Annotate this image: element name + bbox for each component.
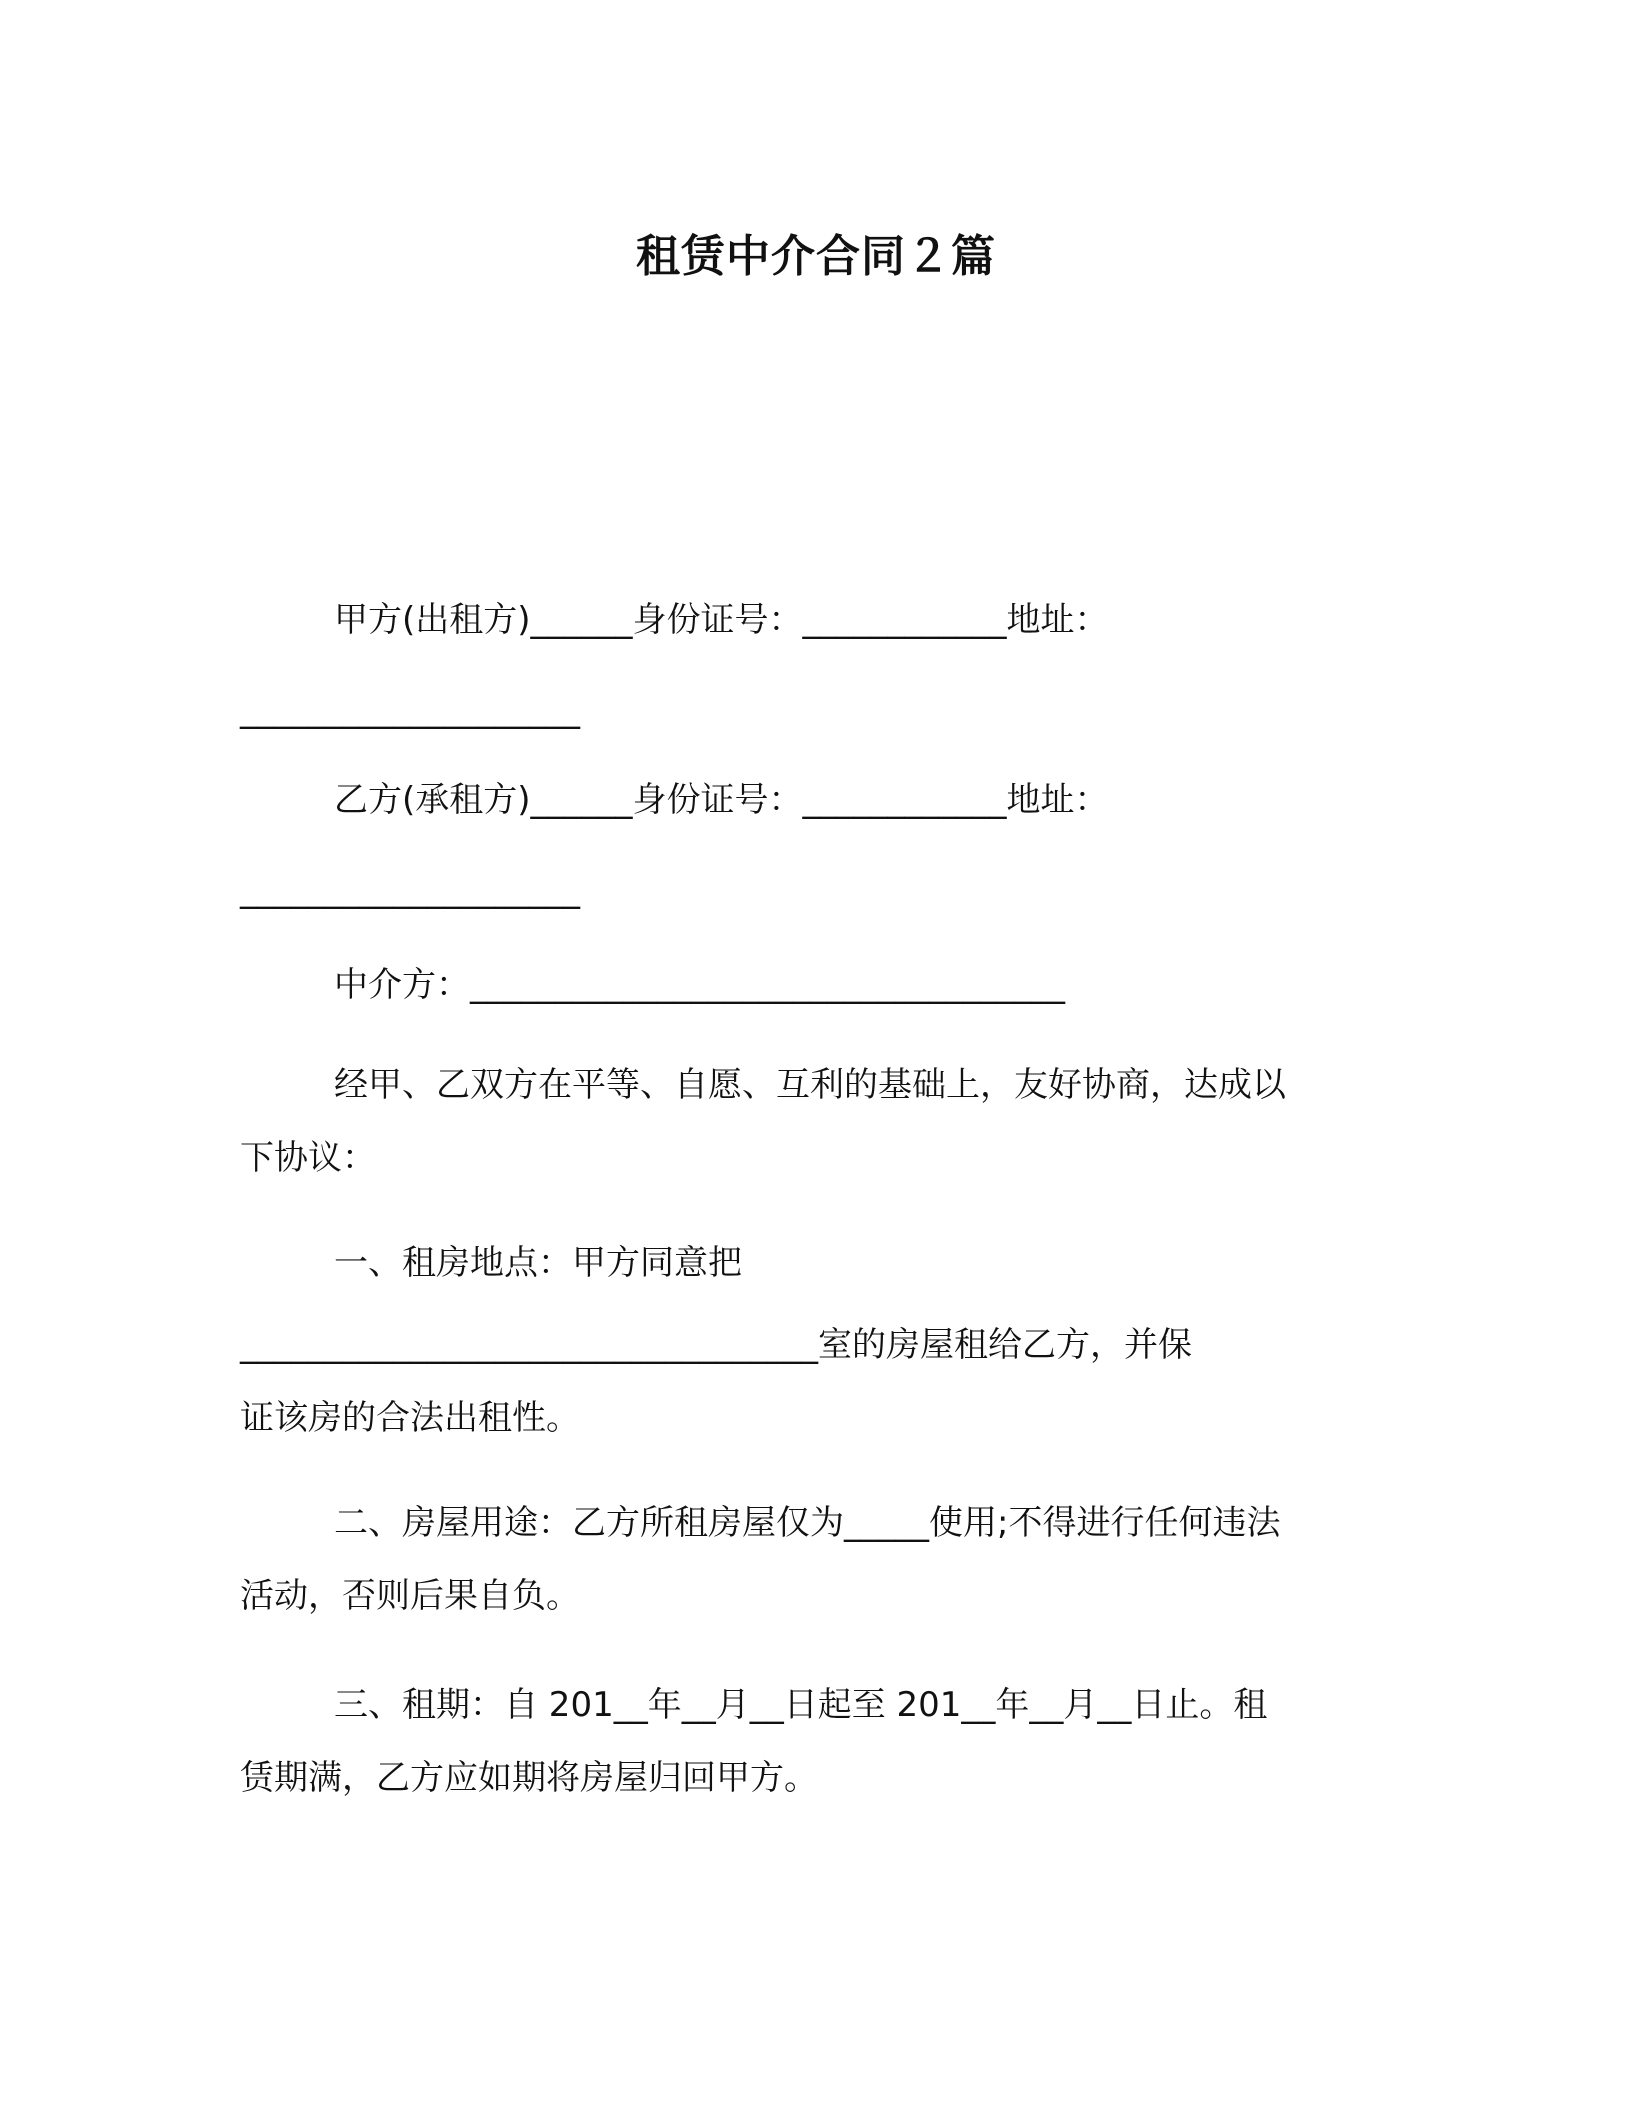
clause-2-line-2: 活动，否则后果自负。: [240, 1576, 580, 1616]
party-b-address-blank: ____________________: [240, 870, 580, 910]
clause-1-line-2: __________________________________室的房屋租给乙方，并保: [240, 1325, 1192, 1365]
agent-line: 中介方：___________________________________: [334, 965, 1065, 1005]
agreement-intro-line-1: 经甲、乙双方在平等、自愿、互利的基础上，友好协商，达成以: [334, 1065, 1286, 1105]
clause-3-line-2: 赁期满，乙方应如期将房屋归回甲方。: [240, 1758, 818, 1798]
party-a-address-blank: ____________________: [240, 690, 580, 730]
clause-2-line-1: 二、房屋用途：乙方所租房屋仅为_____使用;不得进行任何违法: [334, 1503, 1281, 1543]
party-a-line: 甲方(出租方)______身份证号：____________地址：: [334, 600, 1109, 640]
clause-1-line-1: 一、租房地点：甲方同意把: [334, 1243, 742, 1283]
agreement-intro-line-2: 下协议：: [240, 1138, 376, 1178]
party-b-line: 乙方(承租方)______身份证号：____________地址：: [334, 780, 1109, 820]
document-title: 租赁中介合同２篇: [636, 231, 996, 282]
clause-3-line-1: 三、租期：自 201__年__月__日起至 201__年__月__日止。租: [334, 1685, 1268, 1725]
clause-1-line-3: 证该房的合法出租性。: [240, 1398, 580, 1438]
